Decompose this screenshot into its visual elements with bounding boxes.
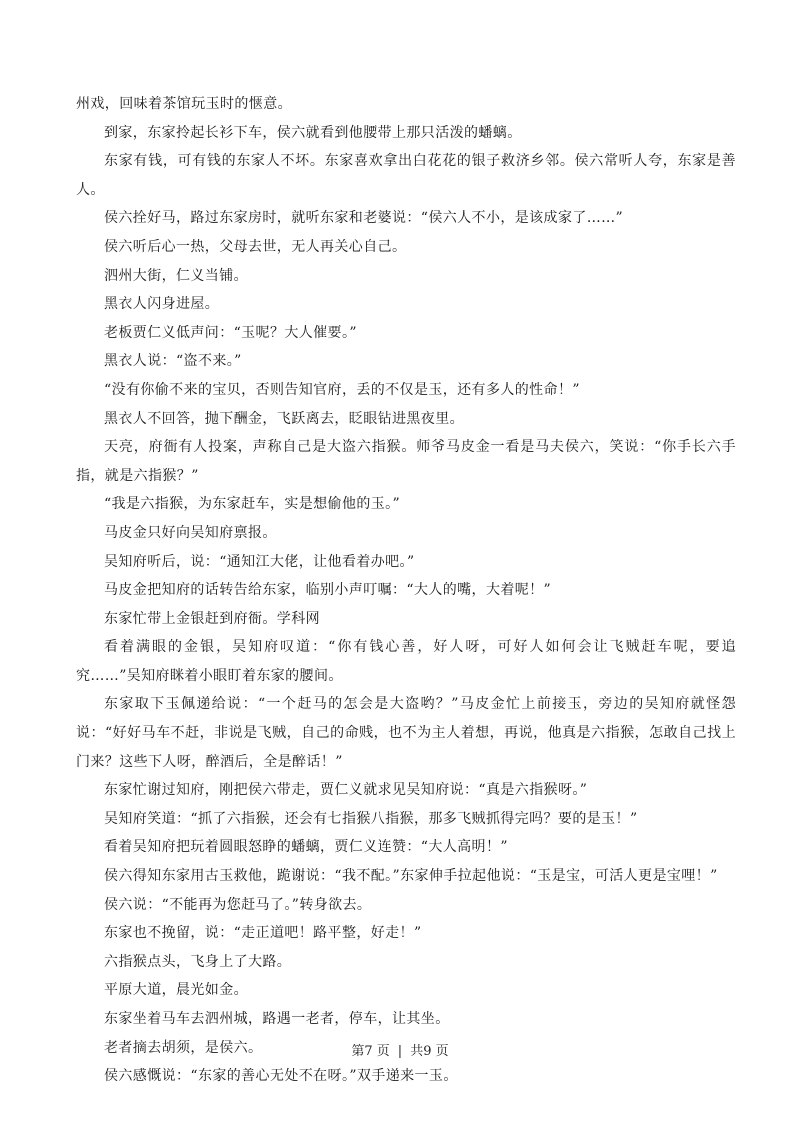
paragraph: 侯六得知东家用古玉救他，跪谢说：“我不配。”东家伸手拉起他说：“玉是宝，可活人更是宝哩！” [104,868,718,885]
paragraph: 东家坐着马车去泗州城，路遇一老者，停车，让其坐。 [104,1011,450,1027]
paragraph: 侯六听后心一热，父母去世，无人再关心自己。 [104,238,407,255]
total-page-count: 共9 页 [410,1044,449,1059]
paragraph: 老板贾仁义低声问：“玉呢？大人催要。” [104,324,357,341]
paragraph: 看着吴知府把玩着圆眼怒睁的蟠螭，贾仁义连赞：“大人高明！” [104,839,508,856]
paragraph: 侯六说：“不能再为您赶马了。”转身欲去。 [104,896,372,913]
current-page-number: 第7 页 [351,1044,390,1059]
paragraph: 侯六感慨说：“东家的善心无处不在呀。”双手递来一玉。 [104,1068,458,1085]
paragraph: 州戏，回味着茶馆玩玉时的惬意。 [76,96,292,112]
paragraph: 黑衣人闪身进屋。 [104,296,220,313]
paragraph: 吴知府听后，说：“通知江大佬，让他看着办吧。” [104,553,415,570]
paragraph: 老者摘去胡须，是侯六。 [104,1039,263,1056]
page-footer [0,1043,800,1061]
story-text [76,90,736,1091]
paragraph: 马皮金把知府的话转告给东家，临别小声叮嘱：“大人的嘴，大着呢！” [104,582,552,599]
paragraph: 东家忙带上金银赶到府衙。学科网 [104,610,320,627]
paragraph: 东家取下玉佩递给说：“一个赶马的怎会是大盗哟？”马皮金忙上前接玉，旁边的吴知府就怪怨说：“好好马车不赶，非说是飞贼，自己的命贱，也不为主人着想，再说，他真是六指猴，怎敢自己找上门来？这些下人呀，醉酒后，全是醉话！” [76,696,736,770]
paragraph: “没有你偷不来的宝贝，否则告知官府，丢的不仅是玉，还有多人的性命！” [104,381,580,398]
paragraph: 泗州大街，仁义当铺。 [104,267,248,284]
paragraph: 天亮，府衙有人投案，声称自己是大盗六指猴。师爷马皮金一看是马夫侯六，笑说：“你手长六手指，就是六指猴？” [76,439,736,484]
paragraph: 东家有钱，可有钱的东家人不坏。东家喜欢拿出白花花的银子救济乡邻。侯六常听人夸，东家是善人。 [76,153,736,198]
paragraph: “我是六指猴，为东家赶车，实是想偷他的玉。” [104,496,401,513]
paragraph: 看着满眼的金银，吴知府叹道：“你有钱心善，好人呀，可好人如何会让飞贼赶车呢，要追究……”吴知府眯着小眼盯着东家的腰间。 [76,639,736,684]
paragraph: 东家忙谢过知府，刚把侯六带走，贾仁义就求见吴知府说：“真是六指猴呀。” [104,782,588,799]
paragraph: 到家，东家拎起长衫下车，侯六就看到他腰带上那只活泼的蟠螭。 [104,124,522,141]
paragraph: 黑衣人不回答，抛下酬金，飞跃离去，眨眼钻进黑夜里。 [104,410,464,427]
page-separator: | [397,1044,403,1059]
paragraph: 黑衣人说：“盗不来。” [104,353,242,370]
paragraph: 侯六拴好马，路过东家房时，就听东家和老婆说：“侯六人不小，是该成家了……” [104,210,624,227]
paragraph: 六指猴点头，飞身上了大路。 [104,953,292,970]
paragraph: 吴知府笑道：“抓了六指猴，还会有七指猴八指猴，那多飞贼抓得完吗？要的是玉！” [104,810,638,827]
paragraph: 东家也不挽留，说：“走正道吧！路平整，好走！” [104,925,422,942]
paragraph: 平原大道，晨光如金。 [104,982,248,999]
paragraph: 马皮金只好向吴知府禀报。 [104,524,277,541]
